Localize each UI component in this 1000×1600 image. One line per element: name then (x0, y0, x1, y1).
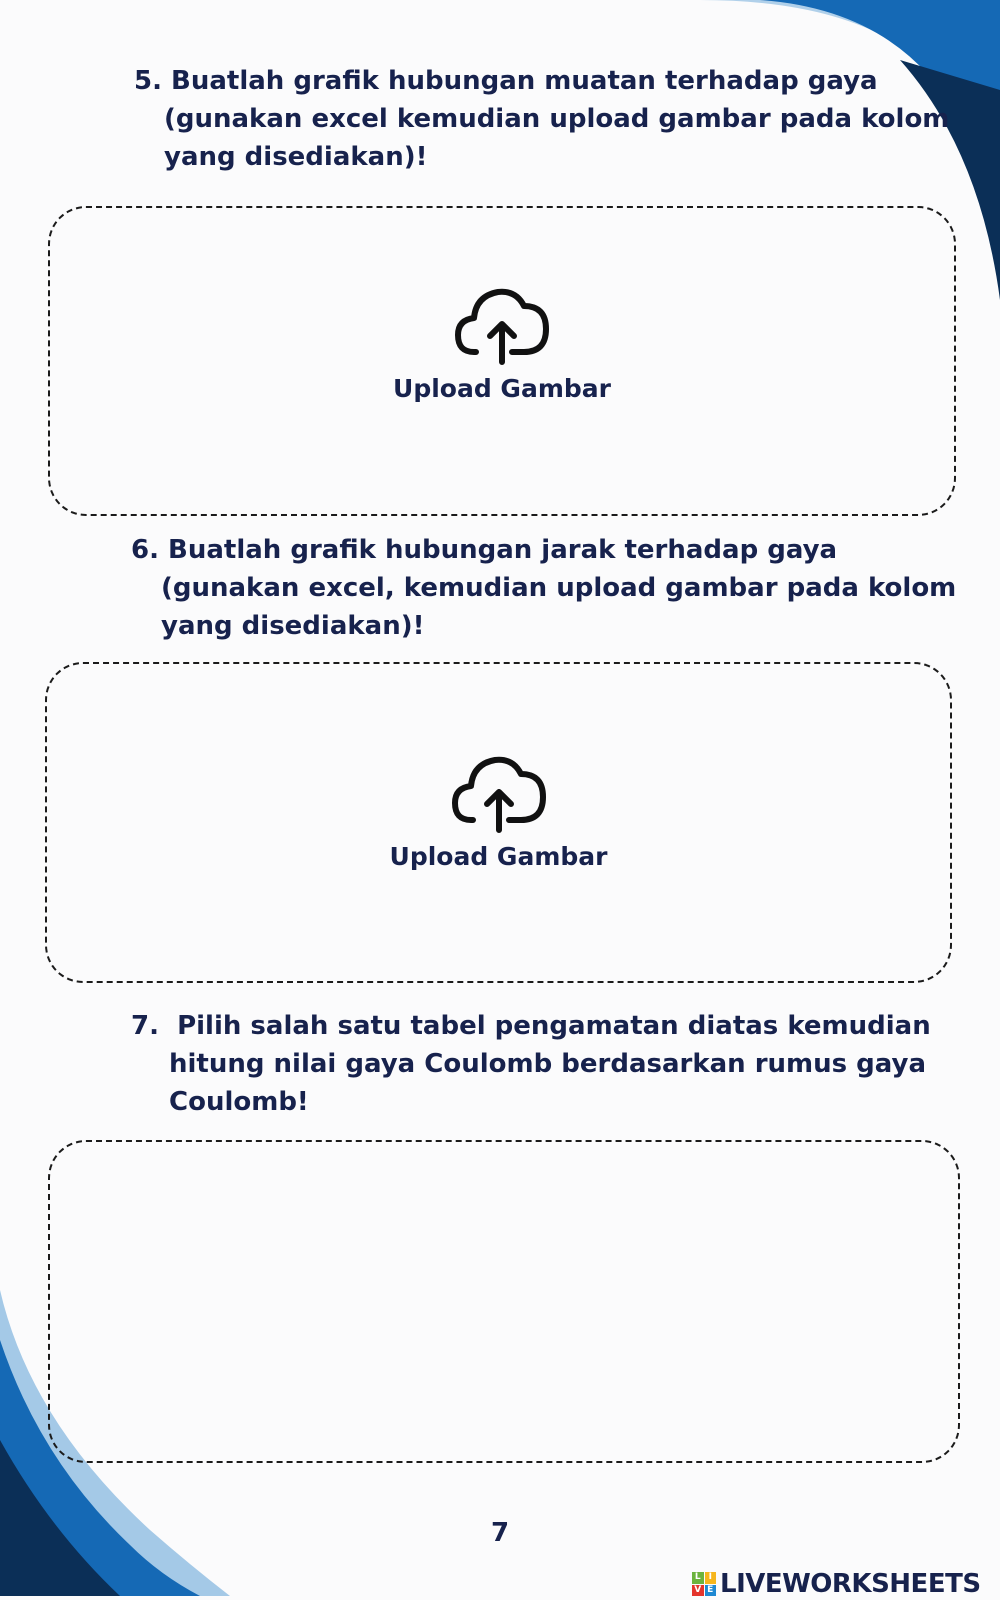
upload-label: Upload Gambar (393, 374, 611, 403)
question-text-line: Pilih salah satu tabel pengamatan diatas kemudian (177, 1011, 931, 1041)
question-text-line: Buatlah grafik hubungan jarak terhadap gaya (168, 535, 838, 565)
upload-box-question-5[interactable] (48, 206, 956, 516)
question-text-line: hitung nilai gaya Coulomb berdasarkan rumus gaya (169, 1049, 927, 1079)
liveworksheets-brand[interactable] (692, 1568, 981, 1600)
question-number: 5. (134, 66, 162, 96)
question-text-line: yang disediakan)! (164, 142, 428, 172)
upload-label: Upload Gambar (389, 842, 608, 871)
question-number: 6. (131, 535, 159, 565)
upload-button[interactable] (50, 284, 954, 403)
answer-box-question-7[interactable] (48, 1140, 960, 1463)
upload-box-question-6[interactable] (45, 662, 952, 983)
cloud-upload-icon (451, 752, 547, 834)
brand-name: LIVEWORKSHEETS (720, 1569, 981, 1599)
question-text-line: Buatlah grafik hubungan muatan terhadap gaya (171, 66, 878, 96)
upload-button[interactable] (47, 752, 950, 871)
question-text-line: yang disediakan)! (161, 611, 425, 641)
question-text-line: (gunakan excel, kemudian upload gambar pada kolom (161, 573, 957, 603)
question-7 (131, 1007, 931, 1121)
question-5 (134, 62, 949, 176)
question-text-line: Coulomb! (169, 1087, 309, 1117)
question-6 (131, 531, 956, 645)
cloud-upload-icon (454, 284, 550, 366)
question-number: 7. (131, 1011, 159, 1041)
question-text-line: (gunakan excel kemudian upload gambar pada kolom (164, 104, 950, 134)
liveworksheets-logo-icon: L I V E (692, 1572, 716, 1596)
page-number: 7 (490, 1518, 510, 1548)
